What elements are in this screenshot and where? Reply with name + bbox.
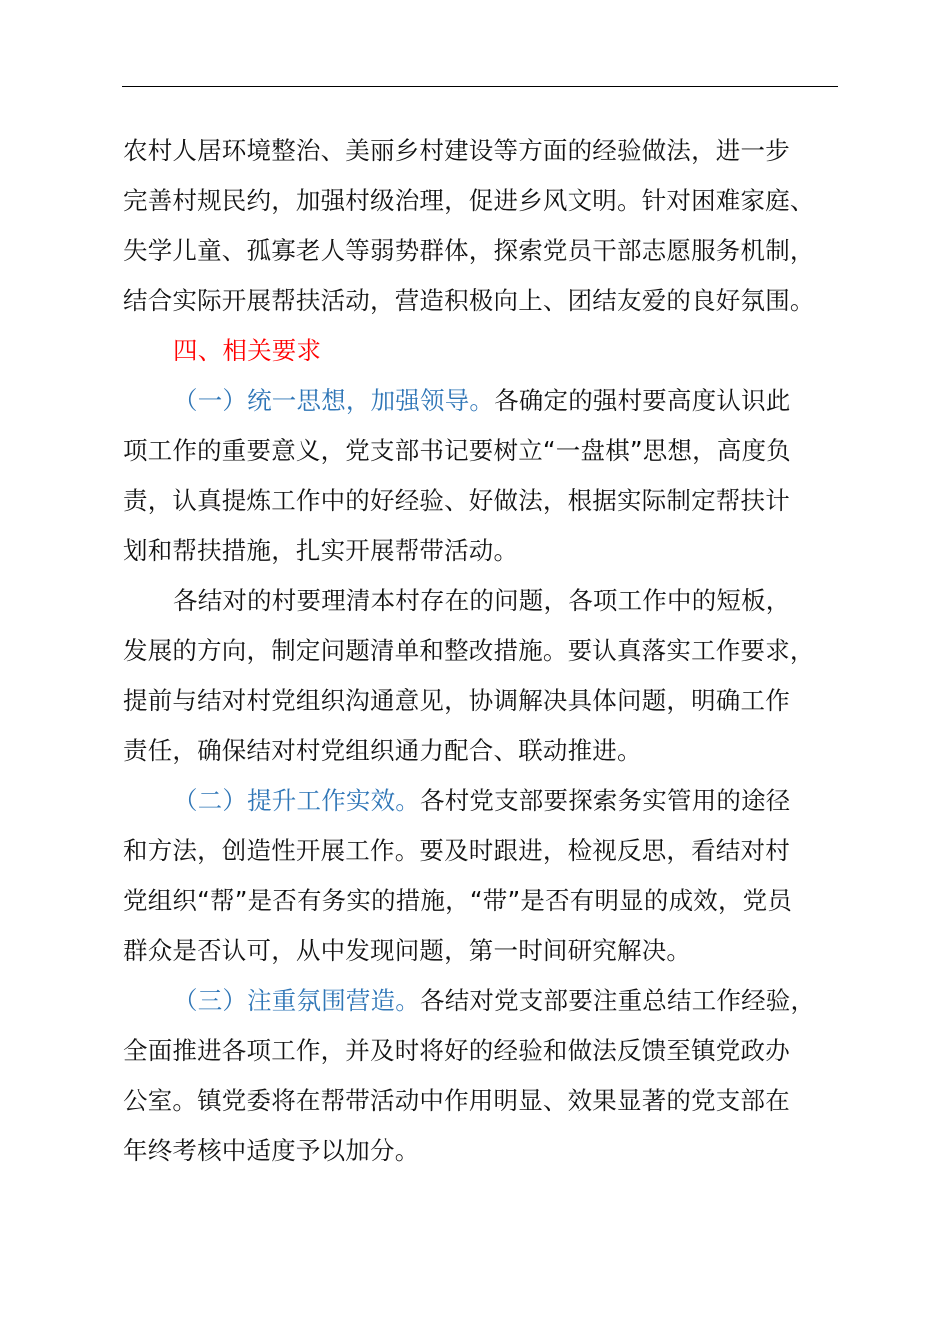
paragraph-line: 发展的方向，制定问题清单和整改措施。要认真落实工作要求， <box>123 636 815 665</box>
paragraph-line: 各结对的村要理清本村存在的问题，各项工作中的短板， <box>173 586 791 615</box>
subheading: （一）统一思想，加强领导。 <box>173 386 495 415</box>
paragraph-line: 失学儿童、孤寡老人等弱势群体，探索党员干部志愿服务机制， <box>123 236 815 265</box>
paragraph-text: 各村党支部要探索务实管用的途径 <box>420 786 791 815</box>
document-body <box>123 126 843 1176</box>
paragraph-line: 和方法，创造性开展工作。要及时跟进，检视反思，看结对村 <box>123 836 790 865</box>
paragraph-line: 提前与结对村党组织沟通意见，协调解决具体问题，明确工作 <box>123 686 790 715</box>
paragraph-line: 全面推进各项工作，并及时将好的经验和做法反馈至镇党政办 <box>123 1036 790 1065</box>
paragraph-line: 责任，确保结对村党组织通力配合、联动推进。 <box>123 736 642 765</box>
paragraph-text: 各确定的强村要高度认识此 <box>494 386 791 415</box>
paragraph-line: 群众是否认可，从中发现问题，第一时间研究解决。 <box>123 936 692 965</box>
subheading: （二）提升工作实效。 <box>173 786 420 815</box>
subheading: （三）注重氛围营造。 <box>173 986 420 1015</box>
paragraph-line: 年终考核中适度予以加分。 <box>123 1136 420 1165</box>
paragraph-line <box>123 976 843 1026</box>
header-rule <box>122 86 838 87</box>
section-heading: 四、相关要求 <box>173 336 322 365</box>
paragraph-line <box>123 376 843 426</box>
paragraph-line: 公室。镇党委将在帮带活动中作用明显、效果显著的党支部在 <box>123 1086 790 1115</box>
paragraph-line: 农村人居环境整治、美丽乡村建设等方面的经验做法，进一步 <box>123 136 790 165</box>
paragraph-line: 结合实际开展帮扶活动，营造积极向上、团结友爱的良好氛围。 <box>123 286 815 315</box>
paragraph-line: 完善村规民约，加强村级治理，促进乡风文明。针对困难家庭、 <box>123 186 815 215</box>
paragraph-line: 划和帮扶措施，扎实开展帮带活动。 <box>123 536 519 565</box>
paragraph-line <box>123 776 843 826</box>
paragraph-text: 各结对党支部要注重总结工作经验， <box>420 986 816 1015</box>
paragraph-line: 党组织“帮”是否有务实的措施，“带”是否有明显的成效，党员 <box>123 886 793 915</box>
paragraph-line: 责，认真提炼工作中的好经验、好做法，根据实际制定帮扶计 <box>123 486 790 515</box>
paragraph-line: 项工作的重要意义，党支部书记要树立“一盘棋”思想，高度负 <box>123 436 791 465</box>
